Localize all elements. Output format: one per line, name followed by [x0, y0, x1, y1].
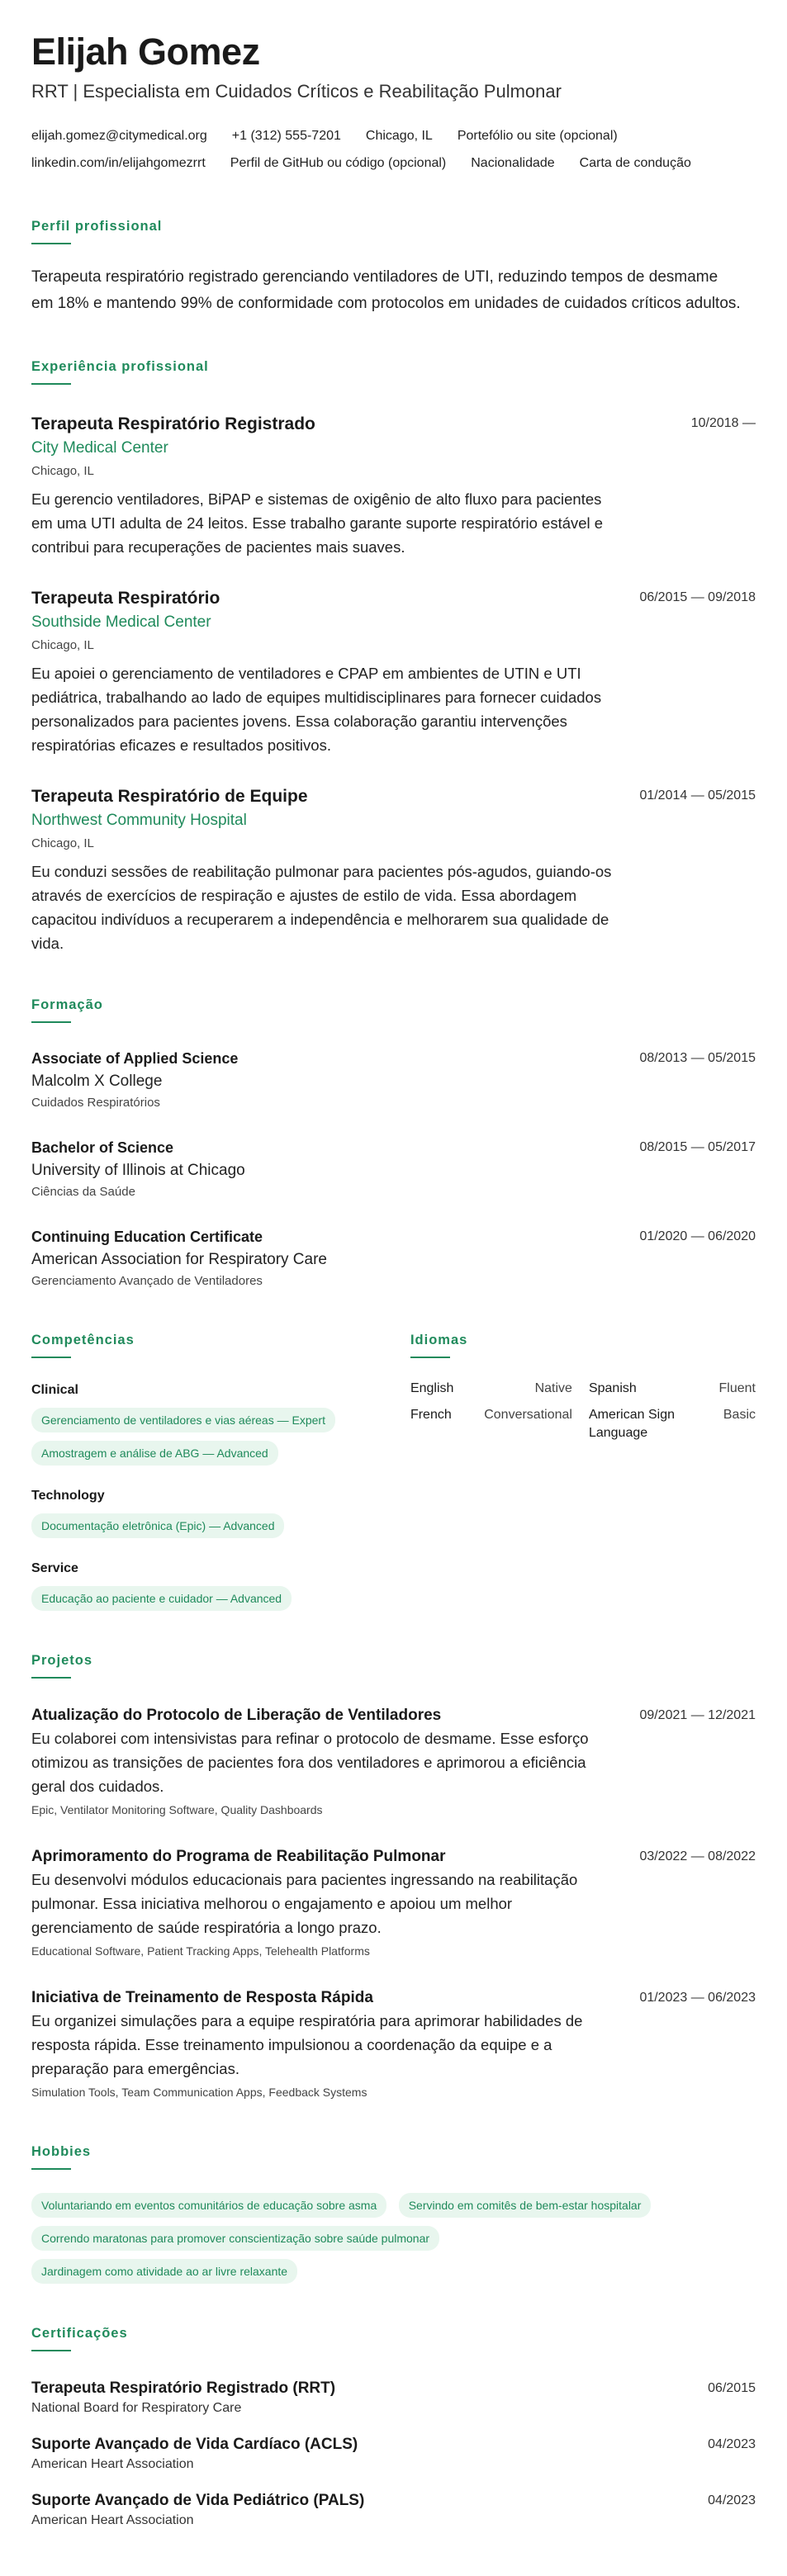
skill-group	[31, 1381, 410, 1466]
contact-nationality: Nacionalidade	[471, 156, 555, 170]
language-item	[589, 1380, 756, 1398]
skills-section	[31, 1332, 410, 1611]
candidate-name: Elijah Gomez	[31, 31, 260, 73]
contact-driving-license: Carta de condução	[579, 156, 691, 170]
certification-name: Terapeuta Respiratório Registrado (RRT)	[31, 2379, 336, 2397]
job-description: Eu gerencio ventiladores, BiPAP e sistemas de oxigênio de alto fluxo para pacientes em uma UTI adulta de 24 leitos. Esse trabalho garante suporte respiratório estável e contribui para recuperações de pacientes mais suaves.	[31, 490, 604, 556]
language-name: French	[410, 1408, 452, 1422]
hobby-tag: Voluntariando em eventos comunitários de educação sobre asma	[31, 2193, 386, 2218]
education-date: 08/2015 — 05/2017	[639, 1140, 756, 1154]
project-entry	[31, 1846, 756, 1961]
hobbies-section	[31, 2143, 756, 2284]
hobby-tag: Correndo maratonas para promover conscientização sobre saúde pulmonar	[31, 2226, 439, 2251]
projects-section	[31, 1652, 756, 2102]
certification-name: Suporte Avançado de Vida Cardíaco (ACLS)	[31, 2436, 358, 2453]
skill-category: Service	[31, 1561, 78, 1575]
project-title: Atualização do Protocolo de Liberação de Ventiladores	[31, 1707, 442, 1724]
skill-category: Technology	[31, 1489, 105, 1503]
employer: Northwest Community Hospital	[31, 812, 247, 829]
employer: Southside Medical Center	[31, 613, 211, 631]
job-description: Eu conduzi sessões de reabilitação pulmonar para pacientes pós-agudos, guiando-os através de exercícios de respiração e ajustes de estilo de vida. Essa abordagem capacitou indivíduos a recuperarem a independência e melhorarem sua qualidade de vida.	[31, 863, 612, 952]
language-name: Spanish	[588, 1381, 637, 1395]
languages-section	[410, 1332, 756, 1611]
education-entry	[31, 1226, 756, 1290]
education-date: 08/2013 — 05/2015	[639, 1051, 756, 1065]
section-divider	[31, 2350, 71, 2351]
job-date: 10/2018 —	[690, 416, 756, 430]
certification-date: 04/2023	[708, 2437, 756, 2451]
education-entry	[31, 1137, 756, 1201]
job-date: 01/2014 — 05/2015	[639, 788, 756, 803]
project-tools: Simulation Tools, Team Communication Apps, Feedback Systems	[31, 2086, 367, 2099]
section-title: Experiência profissional	[31, 359, 209, 374]
project-tools: Epic, Ventilator Monitoring Software, Quality Dashboards	[31, 1803, 323, 1816]
project-title: Aprimoramento do Programa de Reabilitação Pulmonar	[31, 1848, 446, 1865]
skill-tag: Documentação eletrônica (Epic) — Advanced	[31, 1513, 284, 1538]
job-description: Eu apoiei o gerenciamento de ventiladores e CPAP em ambientes de UTIN e UTI pediátrica, trabalhando ao lado de equipes multidisciplinares para fornecer cuidados personalizados para pacientes jovens. Essa colaboração garantiu intervenções respiratórias eficazes e resultados positivos.	[31, 665, 602, 754]
job-title: Terapeuta Respiratório	[31, 589, 220, 608]
job-date: 06/2015 — 09/2018	[639, 590, 756, 604]
project-entry	[31, 1987, 756, 2102]
employer: City Medical Center	[31, 439, 168, 457]
job-title: Terapeuta Respiratório de Equipe	[31, 787, 308, 806]
job-location: Chicago, IL	[31, 638, 94, 652]
project-description: Eu organizei simulações para a equipe respiratória para aprimorar habilidades de resposta rápida. Esse treinamento impulsionou a coordenação da equipe e a preparação para emergências.	[31, 2012, 583, 2077]
hobby-list	[31, 2185, 742, 2284]
language-name: American Sign Language	[588, 1408, 675, 1440]
section-divider	[31, 243, 71, 244]
section-divider	[31, 1357, 71, 1358]
certification-date: 06/2015	[708, 2381, 756, 2395]
project-entry	[31, 1705, 756, 1820]
certification-issuer: National Board for Respiratory Care	[31, 2401, 242, 2415]
skill-category: Clinical	[31, 1383, 78, 1397]
section-title: Idiomas	[410, 1333, 468, 1347]
experience-section	[31, 358, 756, 955]
project-description: Eu desenvolvi módulos educacionais para pacientes ingressando na reabilitação pulmonar. Essa iniciativa melhorou o engajamento e apoiou um melhor gerenciamento de saúde respiratória a longo prazo.	[31, 1871, 578, 1936]
degree: Continuing Education Certificate	[31, 1229, 263, 1245]
job-location: Chicago, IL	[31, 464, 94, 478]
language-level: Basic	[723, 1408, 756, 1422]
experience-entry	[31, 587, 756, 757]
language-level: Native	[534, 1381, 572, 1395]
language-name: English	[410, 1381, 454, 1395]
certification-entry	[31, 2490, 756, 2530]
project-date: 09/2021 — 12/2021	[639, 1708, 756, 1722]
field-of-study: Ciências da Saúde	[31, 1185, 135, 1199]
language-list	[410, 1380, 756, 1442]
project-title: Iniciativa de Treinamento de Resposta Rápida	[31, 1989, 373, 2006]
job-location: Chicago, IL	[31, 836, 94, 850]
section-title: Competências	[31, 1333, 135, 1347]
certification-name: Suporte Avançado de Vida Pediátrico (PALS)	[31, 2492, 365, 2509]
contact-phone[interactable]: +1 (312) 555-7201	[231, 129, 341, 143]
section-divider	[410, 1357, 450, 1358]
project-date: 03/2022 — 08/2022	[639, 1849, 756, 1863]
contact-linkedin[interactable]: linkedin.com/in/elijahgomezrrt	[31, 156, 206, 170]
certification-issuer: American Heart Association	[31, 2457, 194, 2471]
contact-portfolio[interactable]: Portefólio ou site (opcional)	[457, 129, 618, 143]
certification-entry	[31, 2378, 756, 2417]
school: American Association for Respiratory Care	[31, 1251, 327, 1268]
hobby-tag: Jardinagem como atividade ao ar livre relaxante	[31, 2259, 297, 2284]
language-item	[589, 1406, 756, 1442]
summary-section	[31, 218, 756, 317]
language-item	[410, 1406, 572, 1442]
project-date: 01/2023 — 06/2023	[639, 1991, 756, 2005]
summary-text: Terapeuta respiratório registrado gerenciando ventiladores de UTI, reduzindo tempos de desmame em 18% e mantendo 99% de conformidade com protocolos em unidades de cuidados críticos adultos.	[31, 268, 741, 312]
skills-languages-row	[31, 1332, 756, 1611]
section-divider	[31, 383, 71, 385]
section-divider	[31, 2168, 71, 2170]
certifications-section	[31, 2325, 756, 2530]
headline: RRT | Especialista em Cuidados Críticos e Reabilitação Pulmonar	[31, 81, 562, 102]
section-title: Formação	[31, 997, 103, 1012]
skill-group	[31, 1487, 410, 1538]
education-entry	[31, 1048, 756, 1112]
education-date: 01/2020 — 06/2020	[639, 1229, 756, 1243]
school: Malcolm X College	[31, 1073, 163, 1090]
degree: Bachelor of Science	[31, 1139, 174, 1156]
skill-group	[31, 1560, 410, 1611]
section-title: Hobbies	[31, 2144, 92, 2159]
contact-email[interactable]: elijah.gomez@citymedical.org	[31, 129, 207, 143]
section-title: Perfil profissional	[31, 219, 163, 234]
contact-location: Chicago, IL	[365, 129, 433, 143]
section-title: Certificações	[31, 2326, 128, 2341]
language-level: Fluent	[718, 1381, 756, 1395]
certification-entry	[31, 2434, 756, 2474]
degree: Associate of Applied Science	[31, 1050, 239, 1067]
hobby-tag: Servindo em comitês de bem-estar hospitalar	[399, 2193, 652, 2218]
skill-tag: Amostragem e análise de ABG — Advanced	[31, 1441, 278, 1466]
field-of-study: Gerenciamento Avançado de Ventiladores	[31, 1274, 263, 1288]
section-divider	[31, 1677, 71, 1679]
job-title: Terapeuta Respiratório Registrado	[31, 414, 315, 433]
skill-tag: Gerenciamento de ventiladores e vias aéreas — Expert	[31, 1408, 335, 1432]
school: University of Illinois at Chicago	[31, 1162, 245, 1179]
project-tools: Educational Software, Patient Tracking Apps, Telehealth Platforms	[31, 1944, 370, 1958]
contact-list	[31, 122, 692, 177]
education-section	[31, 997, 756, 1290]
field-of-study: Cuidados Respiratórios	[31, 1096, 160, 1110]
contact-github[interactable]: Perfil de GitHub ou código (opcional)	[230, 156, 447, 170]
language-level: Conversational	[484, 1408, 572, 1422]
section-divider	[31, 1021, 71, 1023]
certification-date: 04/2023	[708, 2493, 756, 2507]
certification-issuer: American Heart Association	[31, 2513, 194, 2527]
skill-tag: Educação ao paciente e cuidador — Advanced	[31, 1586, 292, 1611]
language-item	[410, 1380, 572, 1398]
experience-entry	[31, 785, 756, 955]
header	[31, 30, 756, 177]
experience-entry	[31, 413, 756, 559]
section-title: Projetos	[31, 1653, 93, 1668]
project-description: Eu colaborei com intensivistas para refinar o protocolo de desmame. Esse esforço otimizou as transições de pacientes fora dos ventiladores e aprimorou a eficiência geral dos cuidados.	[31, 1730, 589, 1795]
